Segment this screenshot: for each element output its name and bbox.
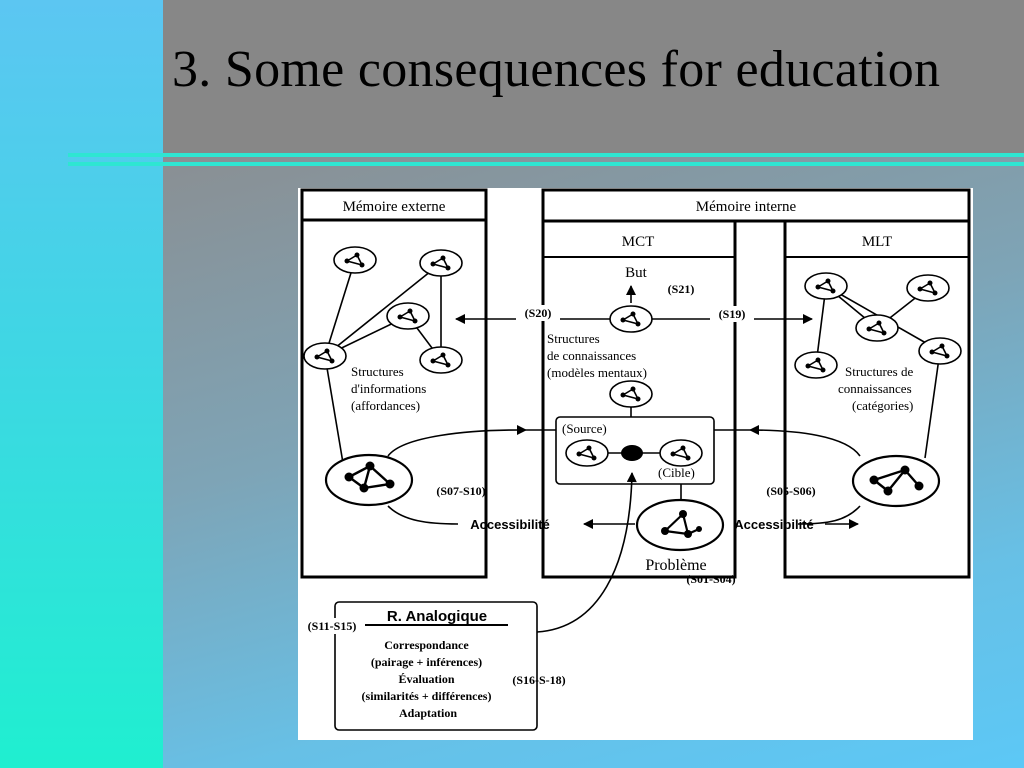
s11-s15-label: (S11-S15) xyxy=(307,619,357,633)
analogical-steps: Correspondance (pairage + inférences) Évaluation (similarités + différences) Adaptation xyxy=(361,638,492,720)
left-color-band xyxy=(0,0,163,768)
external-large-node xyxy=(326,455,412,505)
analogical-reasoning-title: R. Analogique xyxy=(386,608,488,625)
mlt-node-4 xyxy=(919,338,961,364)
accessibility-right-label: Accessibilité xyxy=(734,517,814,532)
external-node-4 xyxy=(420,347,462,373)
mlt-node-2 xyxy=(907,275,949,301)
mlt-label: MLT xyxy=(861,234,893,250)
s07-s10-label: (S07-S10) xyxy=(436,484,486,498)
information-structures-label: Structures d'informations (affordances) xyxy=(351,364,427,413)
s20-label: (S20) xyxy=(524,306,552,320)
mlt-node-1 xyxy=(805,273,847,299)
s01-s04-label: (S01-S04) xyxy=(686,572,736,586)
mct-label: MCT xyxy=(621,234,655,250)
categories-label: Structures de connaissances (catégories) xyxy=(838,364,914,413)
memory-diagram-svg xyxy=(298,188,973,740)
goal-label: But xyxy=(625,265,647,281)
mlt-node-5 xyxy=(795,352,837,378)
mental-models-label: Structures de connaissances (modèles mentaux) xyxy=(547,331,647,380)
problem-label: Problème xyxy=(645,557,707,574)
external-node-1 xyxy=(334,247,376,273)
mlt-large-node xyxy=(853,456,939,506)
external-node-3 xyxy=(387,303,429,329)
title-underline-rule xyxy=(68,153,1024,157)
source-label: (Source) xyxy=(562,421,607,436)
external-memory-label: Mémoire externe xyxy=(342,199,446,215)
target-node xyxy=(660,440,702,466)
accessibility-left-label: Accessibilité xyxy=(470,517,550,532)
mapping-dot xyxy=(621,445,643,461)
mct-small-node xyxy=(610,381,652,407)
internal-memory-label: Mémoire interne xyxy=(695,199,797,215)
mct-knowledge-node xyxy=(610,306,652,332)
external-node-2 xyxy=(420,250,462,276)
title-underline-rule-2 xyxy=(68,162,1024,166)
target-label: (Cible) xyxy=(658,465,695,480)
source-node xyxy=(566,440,608,466)
mlt-node-3 xyxy=(856,315,898,341)
external-node-5 xyxy=(304,343,346,369)
memory-diagram xyxy=(298,188,973,740)
problem-node xyxy=(637,500,723,550)
s16-s18-label: (S16-S-18) xyxy=(512,673,566,687)
s21-label: (S21) xyxy=(667,282,695,296)
s05-s06-label: (S05-S06) xyxy=(766,484,816,498)
s19-label: (S19) xyxy=(718,307,746,321)
slide-title: 3. Some consequences for education xyxy=(172,41,941,98)
